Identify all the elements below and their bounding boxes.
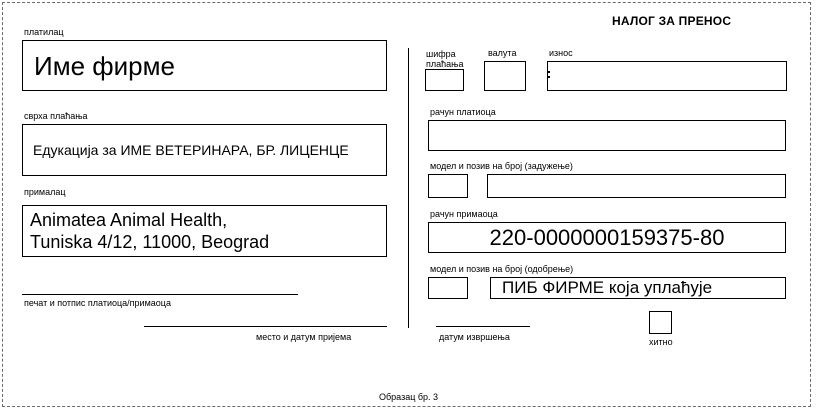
amount-dot-bottom: [548, 76, 550, 78]
debit-model-label: модел и позив на број (задужење): [430, 161, 573, 171]
credit-model-field[interactable]: [428, 277, 468, 299]
credit-reference-value: ПИБ ФИРМЕ која уплаћује: [502, 278, 713, 297]
place-date-label: место и датум пријема: [256, 332, 352, 342]
payer-account-field[interactable]: [428, 120, 786, 151]
form-number: Образац бр. 3: [379, 392, 439, 402]
credit-model-label: модел и позив на број (одобрење): [430, 264, 574, 274]
currency-label: валута: [488, 48, 517, 58]
stamp-signature-label: печат и потпис платиоца/примаоца: [24, 298, 171, 308]
debit-model-field[interactable]: [428, 174, 468, 198]
purpose-value: Едукација за ИМЕ ВЕТЕРИНАРА, БР. ЛИЦЕНЦЕ: [33, 142, 349, 158]
execution-date-line: [436, 326, 530, 327]
stamp-signature-line: [22, 294, 298, 295]
column-divider: [408, 48, 409, 328]
recipient-field[interactable]: [22, 205, 387, 257]
recipient-label: прималац: [24, 187, 66, 197]
urgent-checkbox[interactable]: [649, 311, 672, 334]
credit-reference-field[interactable]: [490, 277, 786, 299]
currency-field[interactable]: [484, 61, 526, 91]
payment-code-label: шифра плаћања: [426, 49, 464, 69]
payer-account-label: рачун платиоца: [430, 107, 496, 117]
payer-value: Име фирме: [34, 51, 175, 81]
debit-reference-field[interactable]: [487, 174, 786, 198]
execution-date-label: датум извршења: [439, 332, 510, 342]
urgent-label: хитно: [649, 337, 673, 347]
recipient-value: Animatea Animal Health, Tuniska 4/12, 11000, Beograd: [30, 210, 270, 252]
recipient-account-value: 220-0000000159375-80: [489, 225, 725, 250]
purpose-field[interactable]: [22, 124, 387, 176]
amount-dot-top: [548, 71, 550, 73]
place-date-line: [144, 326, 387, 327]
recipient-account-field[interactable]: [428, 222, 786, 253]
form-title: НАЛОГ ЗА ПРЕНОС: [612, 14, 732, 28]
payment-code-field[interactable]: [425, 69, 464, 91]
recipient-account-label: рачун примаоца: [430, 209, 498, 219]
payer-label: платилац: [24, 27, 64, 37]
purpose-label: сврха плаћања: [24, 111, 88, 121]
amount-field[interactable]: [547, 61, 787, 91]
amount-label: износ: [549, 48, 573, 58]
payer-field[interactable]: [22, 40, 387, 91]
